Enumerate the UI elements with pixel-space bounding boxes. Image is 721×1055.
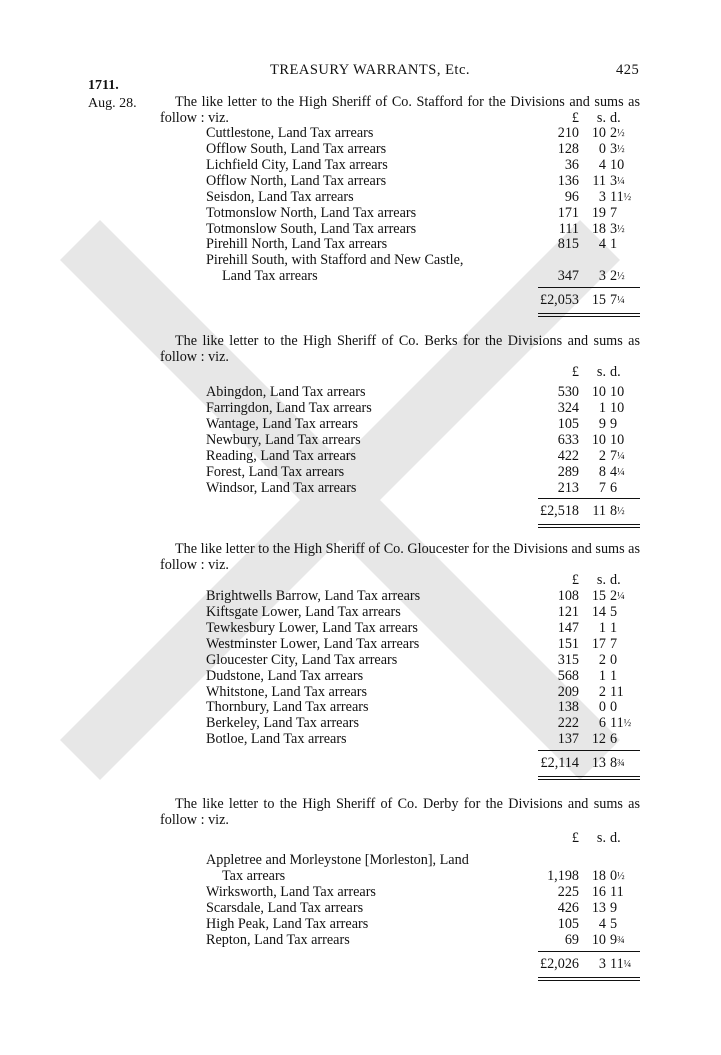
- shillings-value: 2: [598, 651, 606, 668]
- pounds-value: 633: [557, 431, 579, 448]
- pounds-value: 422: [557, 447, 579, 464]
- shillings-value: 0: [598, 141, 606, 158]
- division-name: Totmonslow South, Land Tax arrears: [206, 220, 417, 237]
- division-name: Whitstone, Land Tax arrears: [206, 683, 368, 700]
- pounds-value: 289: [557, 463, 579, 480]
- pence-value: 11¼: [610, 955, 632, 972]
- section-intro: The like letter to the High Sheriff of Co. Derby for the Divisions and sums as follow : viz.: [160, 796, 640, 828]
- division-name: Brightwells Barrow, Land Tax arrears: [206, 588, 421, 605]
- division-name: Farringdon, Land Tax arrears: [206, 400, 372, 417]
- division-name: Tax arrears: [222, 868, 286, 885]
- double-rule-line: [538, 779, 640, 780]
- division-name: Offlow North, Land Tax arrears: [206, 172, 387, 189]
- shillings-value: 8: [598, 463, 606, 480]
- ledger-row: [160, 269, 640, 285]
- ledger-row: [160, 174, 640, 190]
- pence-value: 10: [610, 156, 625, 173]
- ledger-row: [160, 449, 640, 465]
- pounds-value: 136: [557, 172, 579, 189]
- date-marginal: Aug. 28.: [88, 96, 137, 111]
- ledger-section: [160, 797, 640, 981]
- double-rule-line: [538, 313, 640, 314]
- shillings-value: 10: [591, 384, 606, 401]
- pence-value: 6: [610, 731, 618, 748]
- ledger-row: [160, 253, 640, 269]
- fraction: ½: [617, 223, 625, 235]
- pounds-value: 147: [557, 619, 579, 636]
- shillings-value: 1: [598, 400, 606, 417]
- shillings-value: 2: [598, 447, 606, 464]
- shillings-value: s.: [596, 830, 606, 847]
- ledger-row: [160, 481, 640, 497]
- shillings-value: s.: [596, 572, 606, 589]
- pence-value: d.: [610, 830, 621, 847]
- pounds-value: 151: [557, 635, 579, 652]
- pence-value: 10: [610, 384, 625, 401]
- ledger-row: [160, 401, 640, 417]
- section-intro: The like letter to the High Sheriff of Co. Gloucester for the Divisions and sums as follow : viz.: [160, 541, 640, 573]
- division-name: Cuttlestone, Land Tax arrears: [206, 125, 374, 142]
- shillings-value: 13: [591, 755, 606, 772]
- total-row: [160, 504, 640, 522]
- pence-value: 9: [610, 899, 618, 916]
- pounds-value: 530: [557, 384, 579, 401]
- fraction: ¼: [623, 958, 632, 970]
- pounds-value: 69: [564, 931, 579, 948]
- shillings-value: 10: [591, 431, 606, 448]
- ledger-row: [160, 465, 640, 481]
- fraction: ½: [617, 871, 625, 883]
- pounds-value: 137: [557, 731, 579, 748]
- shillings-value: 10: [591, 125, 606, 142]
- pence-value: 8¾: [610, 755, 625, 772]
- ledger-row: [160, 685, 640, 701]
- ledger-row: [160, 716, 640, 732]
- shillings-value: 4: [598, 915, 606, 932]
- shillings-value: 10: [591, 931, 606, 948]
- division-name: Abingdon, Land Tax arrears: [206, 384, 366, 401]
- shillings-value: 15: [591, 292, 606, 309]
- pence-value: 7: [610, 635, 618, 652]
- pence-value: 3½: [610, 220, 625, 237]
- shillings-value: 19: [591, 204, 606, 221]
- pounds-value: 568: [557, 667, 579, 684]
- shillings-value: 11: [592, 503, 606, 520]
- division-name: Forest, Land Tax arrears: [206, 463, 345, 480]
- pence-value: 7¼: [610, 292, 625, 309]
- shillings-value: 3: [598, 955, 606, 972]
- pounds-value: £: [571, 364, 579, 381]
- ledger-row: [160, 933, 640, 949]
- shillings-value: 6: [598, 715, 606, 732]
- division-name: Gloucester City, Land Tax arrears: [206, 651, 398, 668]
- pence-value: 3½: [610, 141, 625, 158]
- division-name: Tewkesbury Lower, Land Tax arrears: [206, 619, 418, 636]
- pence-value: 0½: [610, 868, 625, 885]
- fraction: ¼: [617, 450, 625, 462]
- pence-value: 7¼: [610, 447, 625, 464]
- pence-value: d.: [610, 572, 621, 589]
- ledger-row: [160, 385, 640, 401]
- shillings-value: 7: [598, 479, 606, 496]
- ledger-row: [160, 206, 640, 222]
- fraction: ¾: [617, 934, 625, 946]
- pence-value: d.: [610, 110, 621, 126]
- pounds-value: 128: [557, 141, 579, 158]
- ledger-row: [160, 669, 640, 685]
- ledger-row: [160, 732, 640, 748]
- pounds-value: 213: [557, 479, 579, 496]
- shillings-value: 12: [591, 731, 606, 748]
- pence-value: 11½: [610, 715, 632, 732]
- ledger-section: [160, 542, 640, 780]
- sum-rule: [538, 287, 640, 288]
- division-name: Scarsdale, Land Tax arrears: [206, 899, 364, 916]
- ledger-row: [160, 158, 640, 174]
- division-name: Land Tax arrears: [222, 268, 318, 285]
- ledger-row: [160, 142, 640, 158]
- pence-value: 10: [610, 400, 625, 417]
- total-pounds: £2,053: [539, 292, 579, 309]
- column-headers: [160, 831, 640, 847]
- shillings-value: s.: [596, 110, 606, 126]
- total-row: [160, 756, 640, 774]
- column-headers: [160, 573, 640, 589]
- double-rule: [160, 311, 640, 317]
- pounds-value: 324: [557, 400, 579, 417]
- double-rule: [160, 975, 640, 981]
- fraction: ½: [623, 191, 632, 203]
- total-pounds: £2,026: [539, 955, 579, 972]
- fraction: ¼: [617, 295, 625, 307]
- division-name: Berkeley, Land Tax arrears: [206, 715, 360, 732]
- pounds-value: 815: [557, 236, 579, 253]
- pounds-value: 96: [564, 188, 579, 205]
- ledger-row: [160, 237, 640, 253]
- sum-rule: [538, 498, 640, 499]
- shillings-value: 3: [598, 188, 606, 205]
- shillings-value: 17: [591, 635, 606, 652]
- division-name: Offlow South, Land Tax arrears: [206, 141, 387, 158]
- pence-value: 9¾: [610, 931, 625, 948]
- division-name: Totmonslow North, Land Tax arrears: [206, 204, 417, 221]
- division-name: Wantage, Land Tax arrears: [206, 415, 359, 432]
- shillings-value: 16: [591, 883, 606, 900]
- double-rule-line: [538, 977, 640, 978]
- pounds-value: 105: [557, 415, 579, 432]
- pence-value: 11: [610, 683, 624, 700]
- shillings-value: 18: [591, 868, 606, 885]
- pence-value: 2½: [610, 125, 625, 142]
- section-intro: The like letter to the High Sheriff of Co. Stafford for the Divisions and sums as follow : viz.: [160, 94, 640, 126]
- division-name: Kiftsgate Lower, Land Tax arrears: [206, 604, 401, 621]
- fraction: ½: [617, 506, 625, 518]
- shillings-value: 14: [591, 604, 606, 621]
- pence-value: 1: [610, 236, 618, 253]
- fraction: ¼: [617, 591, 625, 603]
- pounds-value: 171: [557, 204, 579, 221]
- pounds-value: £: [571, 110, 579, 126]
- ledger-row: [160, 190, 640, 206]
- ledger-row: [160, 126, 640, 142]
- total-pounds: £2,518: [539, 503, 579, 520]
- total-row: [160, 293, 640, 311]
- double-rule-line: [538, 316, 640, 317]
- division-name: Repton, Land Tax arrears: [206, 931, 350, 948]
- division-name: Westminster Lower, Land Tax arrears: [206, 635, 420, 652]
- pence-value: 1: [610, 667, 618, 684]
- pence-value: 6: [610, 479, 618, 496]
- shillings-value: 18: [591, 220, 606, 237]
- ledger-row: [160, 621, 640, 637]
- pence-value: 0: [610, 651, 618, 668]
- ledger-row: [160, 869, 640, 885]
- pounds-value: 222: [557, 715, 579, 732]
- ledger-row: [160, 637, 640, 653]
- pounds-value: £: [571, 572, 579, 589]
- division-name: Appletree and Morleystone [Morleston], Land: [206, 852, 469, 869]
- pence-value: 5: [610, 915, 618, 932]
- double-rule-line: [538, 980, 640, 981]
- pounds-value: 111: [558, 220, 579, 237]
- shillings-value: 4: [598, 236, 606, 253]
- double-rule: [160, 774, 640, 780]
- pence-value: 4¼: [610, 463, 625, 480]
- shillings-value: 13: [591, 899, 606, 916]
- division-name: Reading, Land Tax arrears: [206, 447, 357, 464]
- section-intro: The like letter to the High Sheriff of Co. Berks for the Divisions and sums as follow : viz.: [160, 333, 640, 365]
- shillings-value: 3: [598, 268, 606, 285]
- division-name: Pirehill South, with Stafford and New Castle,: [206, 252, 464, 269]
- pence-value: 3¼: [610, 172, 625, 189]
- double-rule-line: [538, 776, 640, 777]
- pence-value: 9: [610, 415, 618, 432]
- division-name: Thornbury, Land Tax arrears: [206, 699, 369, 716]
- ledger-row: [160, 853, 640, 869]
- ledger-row: [160, 433, 640, 449]
- shillings-value: 9: [598, 415, 606, 432]
- pounds-value: 138: [557, 699, 579, 716]
- division-name: Newbury, Land Tax arrears: [206, 431, 361, 448]
- ledger-row: [160, 589, 640, 605]
- pence-value: 8½: [610, 503, 625, 520]
- division-name: Lichfield City, Land Tax arrears: [206, 156, 388, 173]
- ledger-row: [160, 653, 640, 669]
- total-row: [160, 957, 640, 975]
- fraction: ½: [617, 144, 625, 156]
- ledger-section: [160, 95, 640, 317]
- fraction: ¼: [617, 466, 625, 478]
- total-pounds: £2,114: [540, 755, 579, 772]
- pounds-value: 315: [557, 651, 579, 668]
- pence-value: 1: [610, 619, 618, 636]
- division-name: Pirehill North, Land Tax arrears: [206, 236, 388, 253]
- pounds-value: 347: [557, 268, 579, 285]
- division-name: Windsor, Land Tax arrears: [206, 479, 357, 496]
- shillings-value: 4: [598, 156, 606, 173]
- shillings-value: 1: [598, 619, 606, 636]
- division-name: Dudstone, Land Tax arrears: [206, 667, 364, 684]
- fraction: ½: [617, 128, 625, 140]
- pounds-value: 209: [557, 683, 579, 700]
- ledger-row: [160, 917, 640, 933]
- pence-value: 11½: [610, 188, 632, 205]
- shillings-value: 11: [592, 172, 606, 189]
- pence-value: 5: [610, 604, 618, 621]
- double-rule-line: [538, 527, 640, 528]
- division-name: Wirksworth, Land Tax arrears: [206, 883, 376, 900]
- fraction: ¾: [617, 758, 625, 770]
- running-header-title: TREASURY WARRANTS, Etc.: [270, 62, 471, 78]
- shillings-value: s.: [596, 364, 606, 381]
- fraction: ½: [623, 718, 632, 730]
- ledger-section: [160, 334, 640, 528]
- pence-value: d.: [610, 364, 621, 381]
- pounds-value: £: [571, 830, 579, 847]
- pence-value: 2½: [610, 268, 625, 285]
- ledger-row: [160, 417, 640, 433]
- pence-value: 11: [610, 883, 624, 900]
- pounds-value: 108: [557, 588, 579, 605]
- page-number: 425: [616, 62, 640, 78]
- ledger-row: [160, 901, 640, 917]
- pounds-value: 210: [557, 125, 579, 142]
- pence-value: 10: [610, 431, 625, 448]
- pounds-value: 105: [557, 915, 579, 932]
- pounds-value: 121: [557, 604, 579, 621]
- division-name: High Peak, Land Tax arrears: [206, 915, 369, 932]
- column-headers: [160, 365, 640, 381]
- ledger-row: [160, 700, 640, 716]
- ledger-row: [160, 605, 640, 621]
- sum-rule: [538, 951, 640, 952]
- pounds-value: 225: [557, 883, 579, 900]
- pounds-value: 426: [557, 899, 579, 916]
- shillings-value: 1: [598, 667, 606, 684]
- pence-value: 7: [610, 204, 618, 221]
- division-name: Botloe, Land Tax arrears: [206, 731, 347, 748]
- sum-rule: [538, 750, 640, 751]
- pounds-value: 1,198: [547, 868, 579, 885]
- division-name: Seisdon, Land Tax arrears: [206, 188, 354, 205]
- double-rule-line: [538, 524, 640, 525]
- ledger-row: [160, 222, 640, 238]
- ledger-row: [160, 885, 640, 901]
- pence-value: 2¼: [610, 588, 625, 605]
- shillings-value: 0: [598, 699, 606, 716]
- double-rule: [160, 522, 640, 528]
- shillings-value: 2: [598, 683, 606, 700]
- pence-value: 0: [610, 699, 618, 716]
- fraction: ½: [617, 271, 625, 283]
- shillings-value: 15: [591, 588, 606, 605]
- fraction: ¼: [617, 175, 625, 187]
- pounds-value: 36: [564, 156, 579, 173]
- year-marginal: 1711.: [88, 78, 119, 93]
